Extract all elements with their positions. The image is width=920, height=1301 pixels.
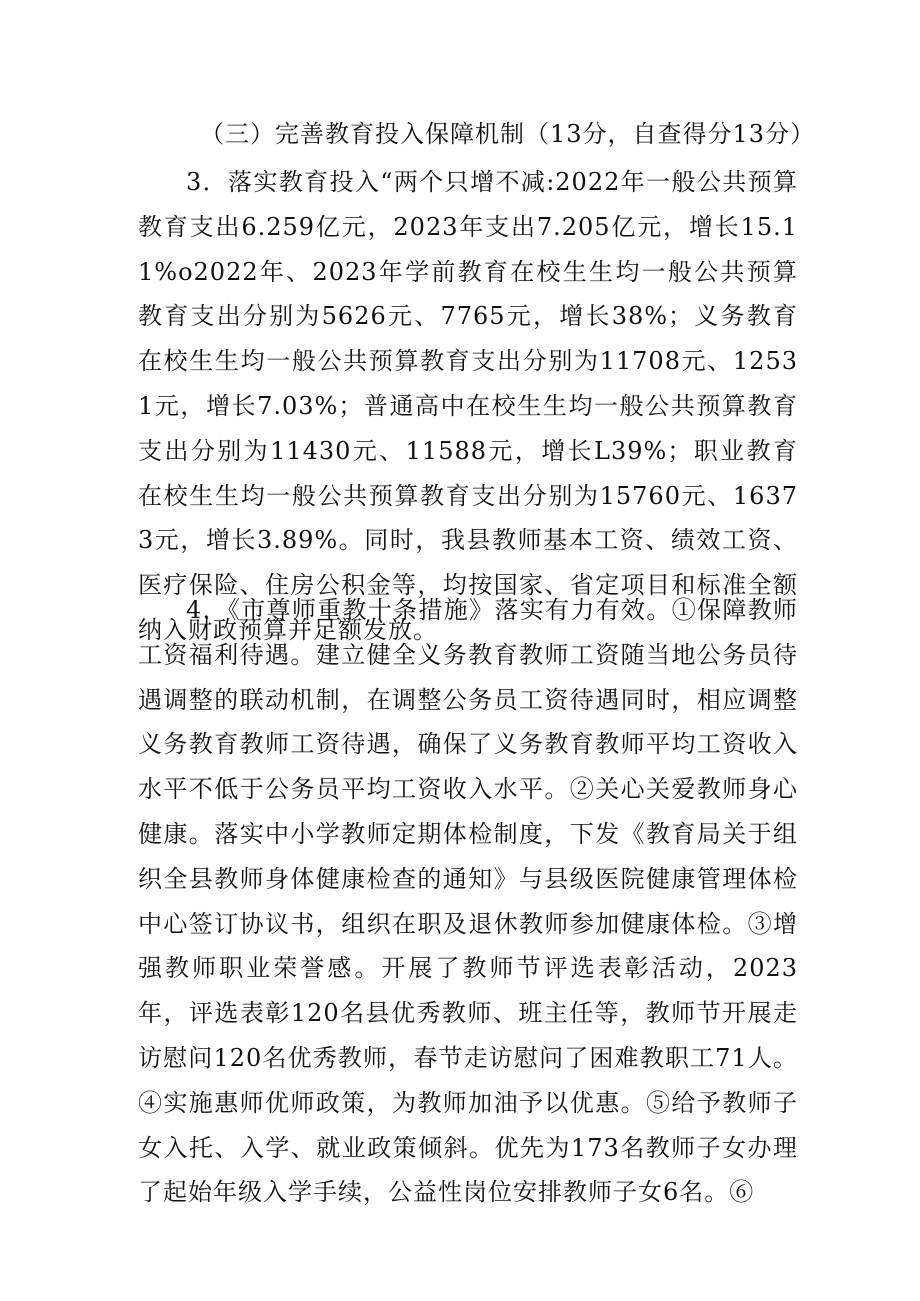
- paragraph-education-funding: 3．落实教育投入“两个只增不减:2022年一般公共预算教育支出6.259亿元，2023年支出7.205亿元，增长15.11%o2022年、2023年学前教育在校生生均一般公共预算教育支出分别为5626元、7765元，增长38%；义务教育在校生生均一般公共预算教育支出分别为11708元、12531元，增长7.03%；普通高中在校生生均一般公共预算教育支出分别为11430元、11588元，增长L39%；职业教育在校生生均一般公共预算教育支出分别为15760元、16373元，增长3.89%。同时，我县教师基本工资、绩效工资、医疗保险、住房公积金等，均按国家、省定项目和标准全额纳入财政预算并足额发放。: [138, 168, 798, 644]
- paragraph-teacher-measures: 4．《市尊师重教十条措施》落实有力有效。①保障教师工资福利待遇。建立健全义务教育教师工资随当地公务员待遇调整的联动机制，在调整公务员工资待遇同时，相应调整义务教育教师工资待遇，确保了义务教育教师平均工资收入水平不低于公务员平均工资收入水平。②关心关爱教师身心健康。落实中小学教师定期体检制度，下发《教育局关于组织全县教师身体健康检查的通知》与县级医院健康管理体检中心签订协议书，组织在职及退休教师参加健康体检。③增强教师职业荣誉感。开展了教师节评选表彰活动，2023年，评选表彰120名县优秀教师、班主任等，教师节开展走访慰问120名优秀教师，春节走访慰问了困难教职工71人。④实施惠师优师政策，为教师加油予以优惠。⑤给予教师子女入托、入学、就业政策倾斜。优先为173名教师子女办理了起始年级入学手续，公益性岗位安排教师子女6名。⑥: [138, 596, 798, 1207]
- section-heading: （三）完善教育投入保障机制（13分，自查得分13分）: [200, 120, 816, 148]
